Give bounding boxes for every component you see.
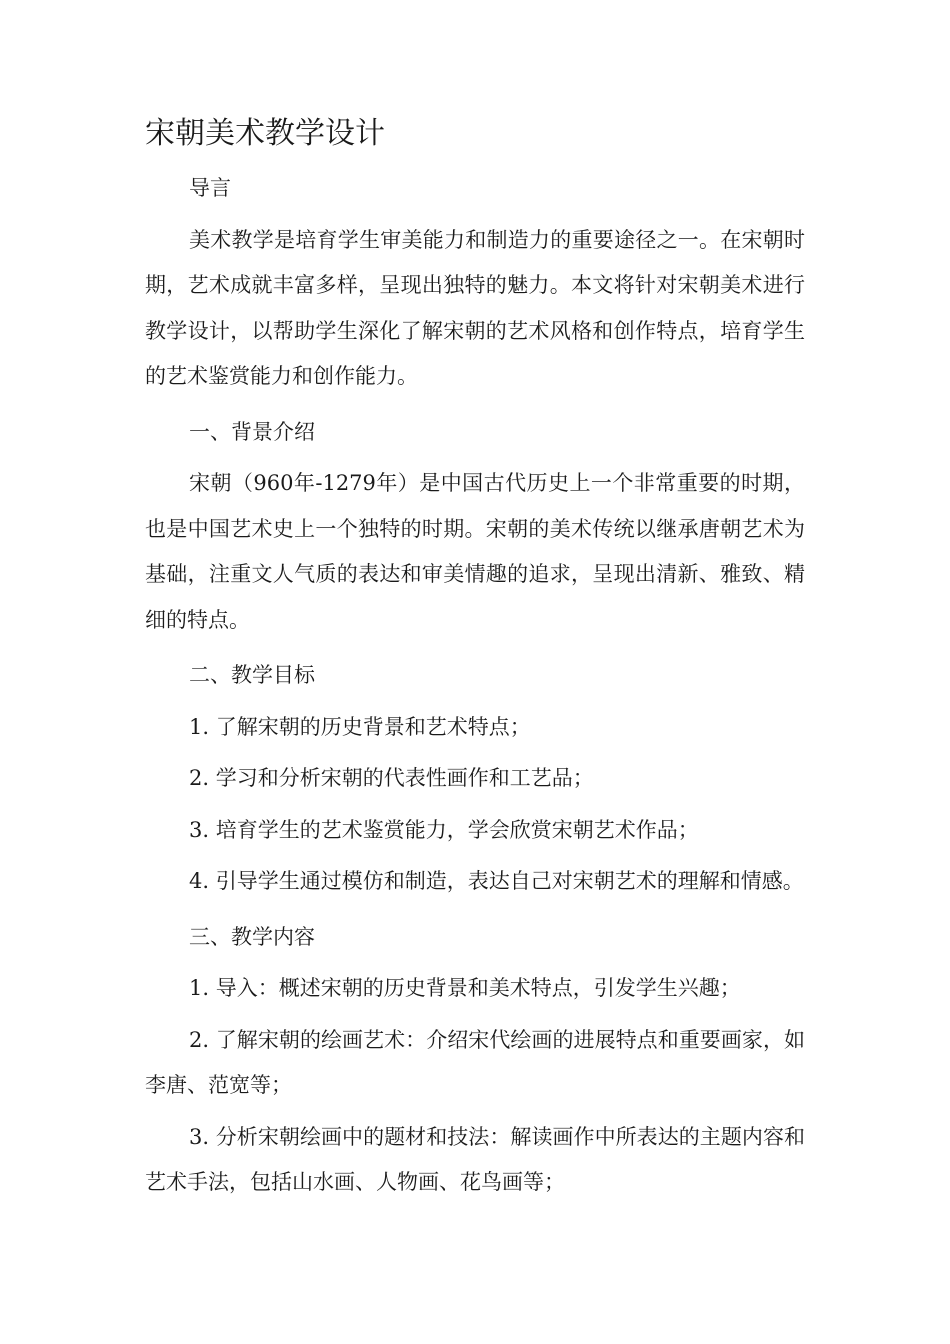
objective-item-1: 1. 了解宋朝的历史背景和艺术特点； (189, 714, 531, 739)
content-item-1: 1. 导入：概述宋朝的历史背景和美术特点，引发学生兴趣； (189, 976, 741, 1000)
paragraph-background: 宋朝（960年-1279年）是中国古代历史上一个非常重要的时期，也是中国艺术史上一个独特的时期。宋朝的美术传统以继承唐朝艺术为基础，注重文人气质的表达和审美情趣的追求，呈现出清新、雅致、精细的特点。 (145, 471, 805, 632)
heading-intro: 导言 (189, 176, 231, 200)
heading-content: 三、教学内容 (189, 924, 315, 949)
heading-objectives: 二、教学目标 (189, 663, 315, 687)
content-item-3: 3. 分析宋朝绘画中的题材和技法：解读画作中所表达的主题内容和艺术手法，包括山水画、人物画、花鸟画等； (145, 1124, 805, 1194)
objective-item-3: 3. 培育学生的艺术鉴赏能力，学会欣赏宋朝艺术作品； (189, 817, 699, 842)
content-item-2: 2. 了解宋朝的绘画艺术：介绍宋代绘画的进展特点和重要画家，如李唐、范宽等； (145, 1027, 805, 1097)
document-page (145, 112, 805, 1206)
paragraph-intro: 美术教学是培育学生审美能力和制造力的重要途径之一。在宋朝时期，艺术成就丰富多样，呈现出独特的魅力。本文将针对宋朝美术进行教学设计，以帮助学生深化了解宋朝的艺术风格和创作特点，培育学生的艺术鉴赏能力和创作能力。 (145, 227, 805, 388)
heading-background: 一、背景介绍 (189, 419, 315, 444)
objective-item-4: 4. 引导学生通过模仿和制造，表达自己对宋朝艺术的理解和情感。 (189, 869, 804, 893)
objective-item-2: 2. 学习和分析宋朝的代表性画作和工艺品； (189, 766, 594, 790)
document-title: 宋朝美术教学设计 (145, 116, 385, 151)
